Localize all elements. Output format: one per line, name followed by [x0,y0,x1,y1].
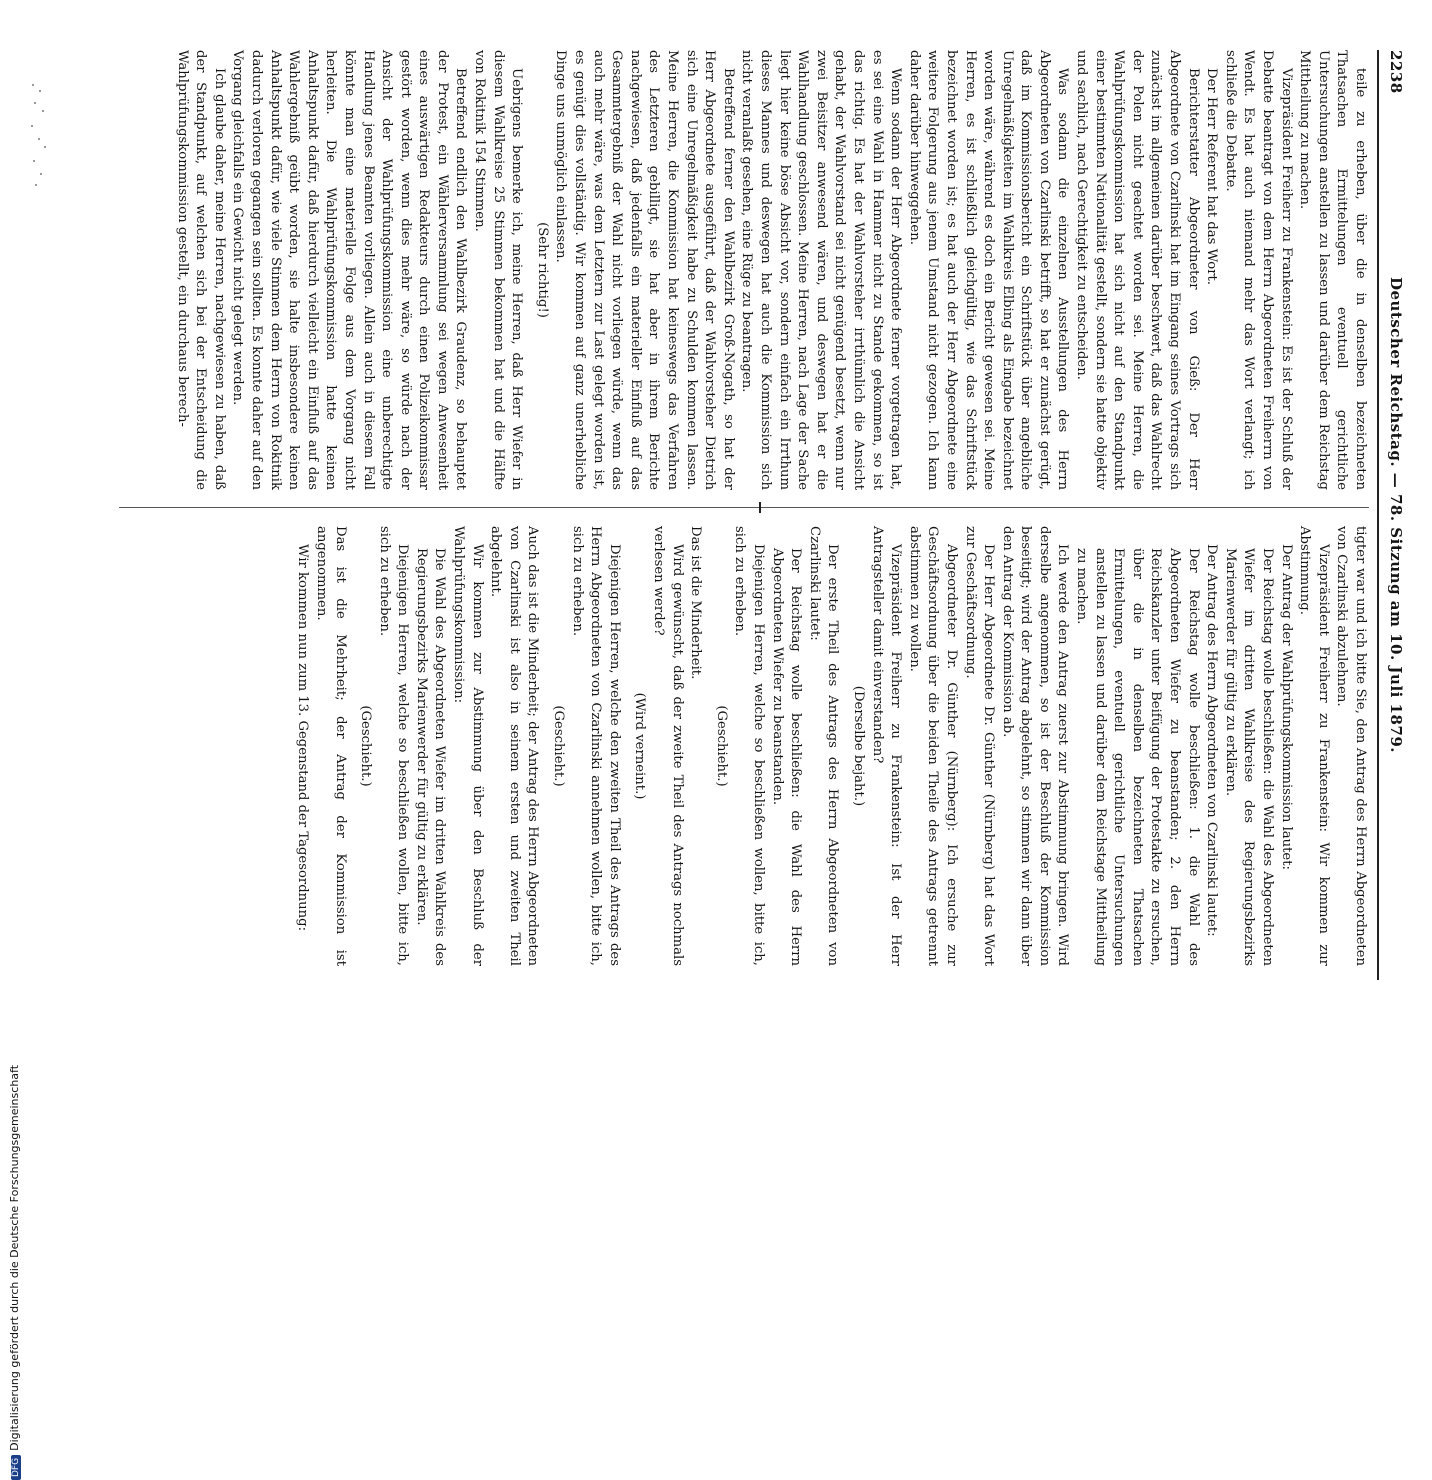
paragraph: Diejenigen Herren, welche so beschließen wollen, bitte ich, sich zu erheben. [732,526,766,966]
stage-direction: (Geschieht.) [551,705,567,787]
paragraph: Betreffend ferner den Wahlbezirk Groß-Nogath, so hat der Herr Abgeordnete ausgeführt, daß der Wahlvorsteher Dietrich sich eine Unregelmäßigkeit habe zu Schulden kommen lassen. Meine Herren, die Kommission hat keineswegs das Verfahren des Letzteren gebilligt, sie hat aber in ihrem Berichte nachgewiesen, daß jedenfalls ein materieller Einfluß auf das Gesammtergebniß der Wahl nicht vorliegen würde, wenn das auch mehr wäre, was dem Letztern zur Last gelegt worden ist, es genügt dies vollständig. Wir kommen auf ganz unerhebliche Dinge uns unmöglich einlassen. [553,50,736,490]
paragraph: teile zu erheben, über die in denselben bezeichneten Thatsachen Ermittelungen eventuell gerichtliche Untersuchungen anstellen zu lassen und darüber dem Reichstag Mittheilung zu machen. [1297,50,1368,490]
left-column [172,50,1369,490]
paragraph: Der erste Theil des Antrags des Herrn Abgeordneten von Czarlinski lautet: [806,526,841,966]
paragraph: Betreffend endlich den Wahlbezirk Graudenz, so behauptet der Protest, ein Wählerversammlung sei wegen Anwesenheit eines auswärtigen Redakteurs durch einen Polizeikommissar gestört worden, wenn dies mehr wäre, so würde nach der Ansicht der Wahlprüfungskommission eine unberechtigte Handlung jenes Beamten vorliegen. Allein auch in diesem Fall könnte man eine materielle Folge aus dem Vorgang nicht herleiten. Die Wahlprüfungskommission hatte keinen Anhaltspunkt dafür, daß hierdurch vielleicht ein Einfluß auf das Wahlergebniß geübt worden, sie halte insbesondere keinen Anhaltspunkt dafür, wie viele Stimmen dem Herrn von Rokitnik dadurch verloren gegangen sein sollten. Es konnte daher auf den Vorgang gleichfalls ein Gewicht nicht gelegt werden. [230,50,469,490]
running-title: Deutscher Reichstag. — 78. Sitzung am 10. Juli 1879. [1387,276,1405,754]
paragraph: Wird gewünscht, daß der zweite Theil des Antrags nochmals verlesen werde? [651,526,685,966]
column-divider [119,507,1369,508]
paragraph: Ich glaube daher, meine Herren, nachgewiesen zu haben, daß der Standpunkt, auf welchen sich bei der Entscheidung die Wahlprüfungskommission gestellt, ein durchaus berech- [174,50,227,490]
paragraph: tigter war und ich bitte Sie, den Antrag des Herrn Abgeordneten von Czarlinski abzulehnen. [1334,526,1368,966]
paragraph: Der Antrag des Herrn Abgeordneten von Czarlinski lautet: [1204,544,1220,937]
paragraph: Abgeordneter Dr. Günther (Nürnberg): Ich ersuche zur Geschäftsordnung über die beiden Theile des Antrags getrennt abstimmen zu wollen. [906,526,959,966]
paragraph: Was sodann die einzelnen Ausstellungen des Herrn Abgeordneten von Czarlinski betrifft, so hat er zunächst gerügt, daß im Kommissionsbericht ein Schriftstück über angebliche Unregelmäßigkeiten im Wahlkreis Elbing als Eingabe bezeichnet worden wäre, während es doch ein Bericht gewesen sei. Meine Herren, es ist schließlich gleichgültig, wie das Schriftstück bezeichnet worden ist; es hat auch der Herr Abgeordnete eine weitere Folgerung aus jenem Umstand nicht gezogen. Ich kann daher darüber hinweggehen. [906,50,1071,490]
motion-quote: Der Reichstag wolle beschließen: die Wahl des Abgeordneten Wiefer im dritten Wahlkreise des Regierungsbezirks Marienwerder für gültig zu erklären. [1222,548,1276,966]
paragraph: Uebrigens bemerke ich, meine Herren, daß Herr Wiefer in diesem Wahlkreise 25 Stimmen bekommen hat und die Hälfte von Rokitnik 154 Stimmen. [472,50,525,490]
paragraph: Der Antrag der Wahlprüfungskommission lautet: [1278,544,1294,870]
funding-text: Digitalisierung gefördert durch die Deutsche Forschungsgemeinschaft [8,1064,21,1451]
stage-direction: (Derselbe bejaht.) [850,685,866,807]
paragraph: Der Herr Referent hat das Wort. [1204,68,1220,285]
stage-direction: (Wird verneint.) [632,692,648,800]
paragraph: Wenn sodann der Herr Abgeordnete ferner vorgetragen hat, es sei eine Wahl in Hammer nicht zu Stande gekommen, so ist das richtig. Es hat der Wahlvorsteher irrthümlich die Ansicht gehabt, der Wahlvorstand sei nicht genügend besetzt, wenn nur zwei Beisitzer anwesend wären, und deswegen hat er die Wahlhandlung geschlossen. Meine Herren, nach Lage der Sache liegt hier keine böse Absicht vor, sondern einfach ein Irrthum dieses Mannes und deswegen hat auch die Kommission sich nicht veranlaßt gesehen, eine Rüge zu beantragen. [739,50,904,490]
motion-quote: Der Reichstag wolle beschließen: 1. die Wahl des Abgeordneten Wiefer zu beanstanden; 2. den Herrn Reichskanzler unter Beifügung der Protestakte zu ersuchen, über die in denselben bezeichneten Thatsachen Ermittelungen, eventuell gerichtliche Untersuchungen anstellen zu lassen und darüber dem Reichstage Mittheilung zu machen. [1074,548,1201,966]
paragraph: Vizepräsident Freiherr zu Frankenstein: Wir kommen zur Abstimmung. [1297,526,1331,966]
paragraph: Der Herr Abgeordnete Dr. Günther (Nürnberg) hat das Wort zur Geschäftsordnung. [962,526,997,966]
paragraph: Ich werde den Antrag zuerst zur Abstimmung bringen. Wird derselbe angenommen, so ist der Beschluß der Kommission beseitigt; wird der Antrag abgelehnt, so stimmen wir dann über den Antrag der Kommission ab. [999,526,1071,966]
stage-direction: (Geschieht.) [713,705,729,787]
motion-quote: Der Reichstag wolle beschließen: die Wahl des Herrn Abgeordneten Wiefer zu beanstanden. [769,548,804,966]
paragraph: Wir kommen nun zum 13. Gegenstand der Tagesordnung: [295,544,311,932]
paragraph: Diejenigen Herren, welche so beschließen wollen, bitte ich, sich zu erheben. [376,526,411,966]
paragraph: Vizepräsident Freiherr zu Frankenstein: Ist der Herr Antragsteller damit einverstanden? [869,526,904,966]
page-header [1381,50,1405,980]
rotated-document [85,50,1405,980]
stage-direction: (Sehr richtig!) [534,222,550,318]
header-rule [1377,50,1379,980]
stage-direction: (Geschieht.) [358,705,374,787]
paragraph: Vizepräsident Freiherr zu Frankenstein: Es ist der Schluß der Debatte beantragt von dem Herrn Abgeordneten Freiherrn von Wendt. Es hat auch niemand mehr das Wort verlangt; ich schließe die Debatte. [1222,50,1294,490]
paragraph: Das ist die Minderheit. [688,526,704,680]
right-column [293,526,1369,966]
paragraph: Das ist die Mehrheit; der Antrag der Kommission ist angenommen. [313,526,348,966]
funding-note [8,480,28,1480]
paragraph: Diejenigen Herren, welche den zweiten Theil des Antrags des Herrn Abgeordneten von Czarlinski annehmen wollen, bitte ich, sich zu erheben. [569,526,622,966]
paragraph: Auch das ist die Minderheit; der Antrag des Herrn Abgeordneten von Czarlinski ist also in seinem ersten und zweiten Theil abgelehnt. [488,526,541,966]
paragraph: Wir kommen zur Abstimmung über den Beschluß der Wahlprüfungskommission: [451,526,485,966]
page-number: 2238 [1387,50,1405,94]
motion-quote: Die Wahl des Abgeordneten Wiefer im dritten Wahlkreis des Regierungsbezirks Marienwerder für gültig zu erklären. [413,548,448,966]
paragraph: Berichterstatter Abgeordneter von Gieß: Der Herr Abgeordnete von Czarlinski hat im Eingang seines Vortrags sich zunächst im allgemeinen darüber beschwert, daß das Wahlrecht der Polen nicht geachtet worden sei. Meine Herren, die Wahlprüfungskommission hat sich nicht auf den Standpunkt einer bestimmten Nationalität gestellt, sondern sie hatte objektiv und sachlich, nach Gerechtigkeit zu entscheiden. [1074,50,1201,490]
dfg-logo: DFG [11,1455,21,1480]
scan-specks [30,80,50,190]
